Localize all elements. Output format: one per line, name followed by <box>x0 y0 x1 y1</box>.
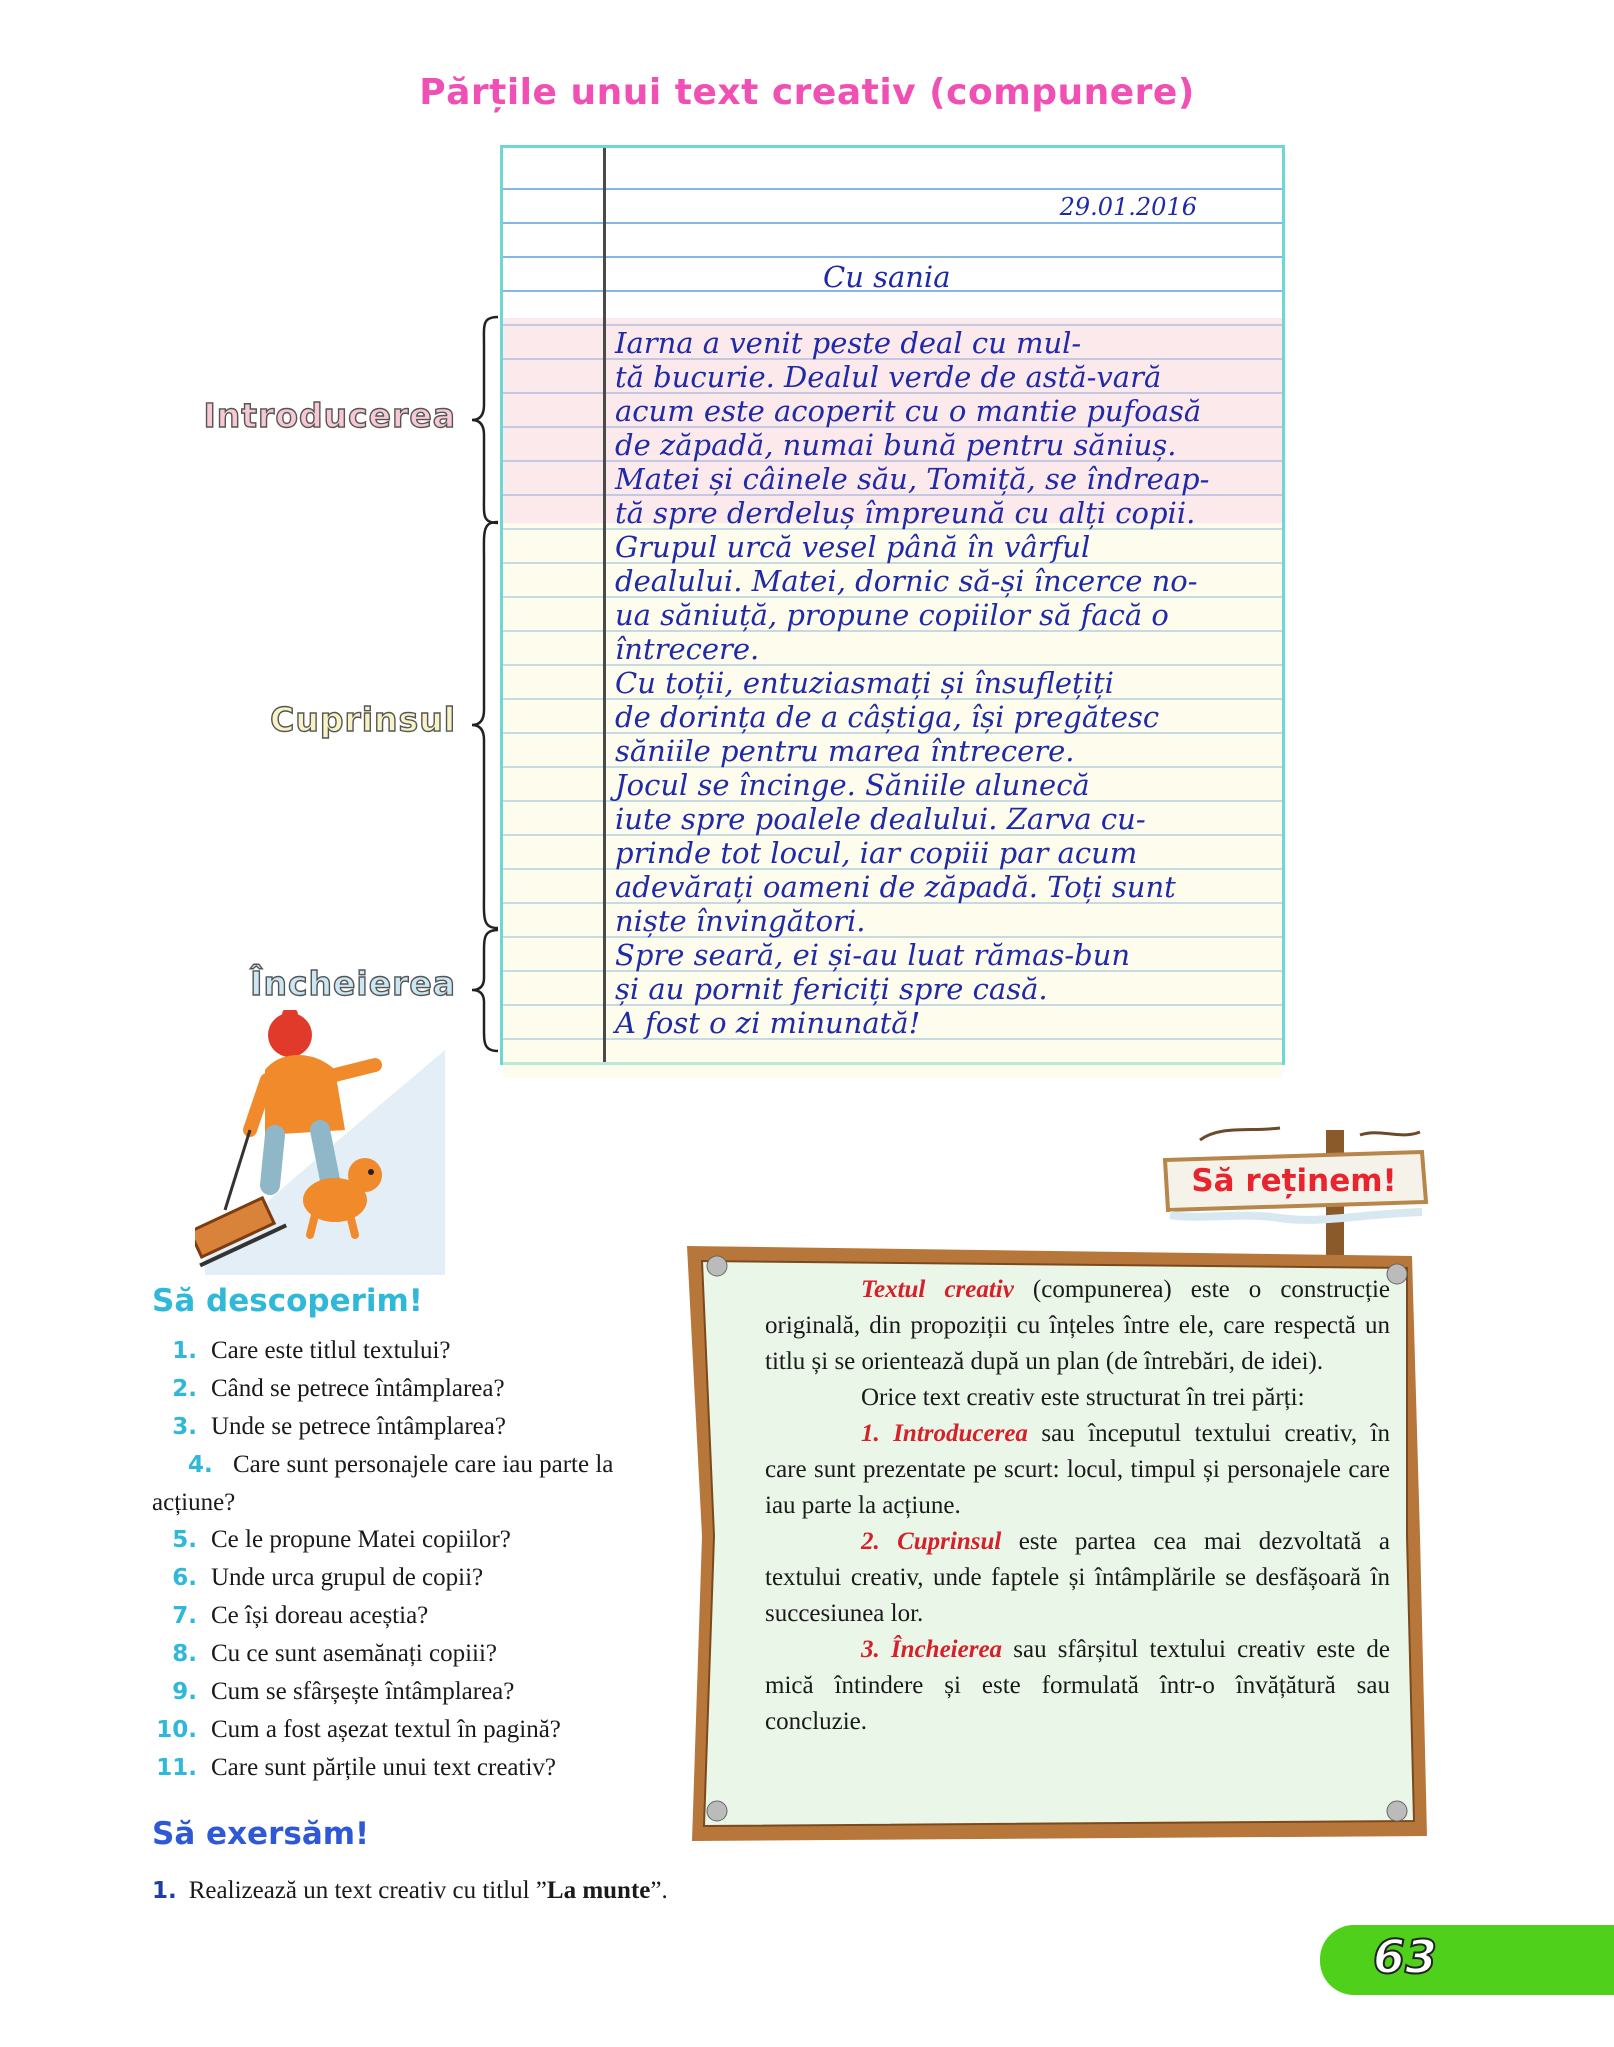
handwritten-line: Iarna a venit peste deal cu mul- <box>615 326 1082 360</box>
practice-heading: Să exersăm! <box>152 1816 370 1852</box>
question-item <box>152 1597 672 1635</box>
handwritten-title: Cu sania <box>823 260 951 294</box>
question-text: Care sunt părțile unui text creativ? <box>211 1754 557 1781</box>
term-body: 2. Cuprinsul <box>861 1528 1002 1555</box>
child-sled-dog-illustration <box>195 1010 445 1275</box>
exercise-text-end: ”. <box>650 1877 668 1904</box>
term-introduction: 1. Introducerea <box>861 1420 1028 1447</box>
handwritten-line: tă bucurie. Dealul verde de astă-vară <box>615 360 1162 394</box>
question-item <box>152 1370 672 1408</box>
remember-text <box>765 1272 1390 1740</box>
question-number: 1. <box>172 1338 197 1364</box>
question-number: 2. <box>172 1376 197 1402</box>
question-number: 9. <box>172 1679 197 1705</box>
handwritten-line: și au pornit fericiți spre casă. <box>615 972 1048 1006</box>
remember-paragraph-definition <box>765 1272 1390 1380</box>
introduction-brace <box>470 315 500 525</box>
handwritten-line: A fost o zi minunată! <box>615 1006 921 1040</box>
margin-line <box>603 148 606 1062</box>
exercise-number: 1. <box>152 1878 177 1904</box>
question-number: 10. <box>156 1717 197 1743</box>
introduction-text: sau începutul textului creativ, în care sunt prezentate pe scurt: locul, timpul și personajele care iau parte la acțiune. <box>765 1420 1391 1519</box>
question-number: 11. <box>156 1755 197 1781</box>
question-text: Cu ce sunt asemănați copiii? <box>211 1640 498 1667</box>
question-number: 7. <box>172 1603 197 1629</box>
question-item <box>152 1408 672 1446</box>
remember-paragraph-body <box>765 1524 1390 1632</box>
handwritten-line: Cu toții, entuziasmați și însuflețiți <box>615 666 1114 700</box>
discover-heading: Să descoperim! <box>152 1283 423 1319</box>
handwritten-line: adevărați oameni de zăpadă. Toți sunt <box>615 870 1176 904</box>
question-text: Ce le propune Matei copiilor? <box>211 1526 511 1553</box>
handwritten-line: dealului. Matei, dornic să-și încerce no- <box>615 564 1198 598</box>
question-text: Care sunt personajele care iau parte la acțiune? <box>152 1451 614 1516</box>
questions-list <box>152 1332 672 1787</box>
exercise-text-start: Realizează un text creativ cu titlul ” <box>188 1877 547 1904</box>
exercise-title: La munte <box>546 1877 651 1904</box>
handwritten-line: niște învingători. <box>615 904 866 938</box>
question-text: Unde urca grupul de copii? <box>211 1564 484 1591</box>
question-item <box>152 1711 672 1749</box>
handwritten-line: tă spre derdeluș împreună cu alți copii. <box>615 496 1196 530</box>
handwritten-line: ua săniuță, propune copiilor să facă o <box>615 598 1169 632</box>
label-incheierea: Încheierea <box>250 964 456 1003</box>
question-text: Ce își doreau aceștia? <box>211 1602 429 1629</box>
handwritten-line: Jocul se încinge. Săniile alunecă <box>615 768 1090 802</box>
handwritten-line: prinde tot locul, iar copiii par acum <box>615 836 1138 870</box>
handwritten-line: săniile pentru marea întrecere. <box>615 734 1075 768</box>
handwritten-line: acum este acoperit cu o mantie pufoasă <box>615 394 1202 428</box>
handwritten-date: 29.01.2016 <box>1059 193 1197 221</box>
question-number: 4. <box>188 1452 213 1478</box>
question-text: Cum se sfârșește întâmplarea? <box>211 1678 515 1705</box>
handwritten-line: întrecere. <box>615 632 760 666</box>
question-item <box>152 1635 672 1673</box>
question-number: 8. <box>172 1641 197 1667</box>
remember-paragraph-structure: Orice text creativ este structurat în trei părți: <box>861 1384 1305 1411</box>
body-brace <box>470 520 500 930</box>
question-text: Cum a fost așezat textul în pagină? <box>211 1716 561 1743</box>
term-ending: 3. Încheierea <box>861 1636 1003 1663</box>
label-introducerea: Introducerea <box>203 396 456 435</box>
question-item <box>152 1446 672 1521</box>
question-text: Care este titlul textului? <box>211 1337 451 1364</box>
question-item <box>152 1332 672 1370</box>
remember-sign-text: Să reținem! <box>1191 1163 1397 1199</box>
ending-text: sau sfârșitul textului creativ este de mică întindere și este formulată într-o învățătură sau concluzie. <box>765 1636 1390 1735</box>
remember-paragraph-introduction <box>765 1416 1390 1524</box>
definition-text: (compunerea) este o construcție originală, din propoziții cu înțeles între ele, care respectă un titlu și se orientează după un plan (de întrebări, de idei). <box>765 1276 1391 1375</box>
handwritten-text <box>615 326 1209 1040</box>
body-text: este partea cea mai dezvoltată a textului creativ, unde faptele și întâmplările se desfășoară în succesiunea lor. <box>765 1528 1390 1627</box>
question-item <box>152 1749 672 1787</box>
question-item <box>152 1521 672 1559</box>
question-number: 3. <box>172 1414 197 1440</box>
handwritten-line: Matei și câinele său, Tomiță, se îndreap- <box>615 462 1210 496</box>
question-item <box>152 1673 672 1711</box>
page-title: Părțile unui text creativ (compunere) <box>419 72 1195 113</box>
label-cuprinsul: Cuprinsul <box>270 700 456 739</box>
exercise-item <box>152 1877 668 1905</box>
handwritten-line: Grupul urcă vesel până în vârful <box>615 530 1091 564</box>
handwritten-line: Spre seară, ei și-au luat rămas-bun <box>615 938 1131 972</box>
notebook-page <box>500 145 1285 1065</box>
remember-paragraph-ending <box>765 1632 1390 1740</box>
handwritten-line: iute spre poalele dealului. Zarva cu- <box>615 802 1146 836</box>
ending-brace <box>470 928 500 1053</box>
question-number: 5. <box>172 1527 197 1553</box>
handwritten-line: de dorința de a câștiga, își pregătesc <box>615 700 1160 734</box>
question-number: 6. <box>172 1565 197 1591</box>
question-item <box>152 1559 672 1597</box>
question-text: Unde se petrece întâmplarea? <box>211 1413 506 1440</box>
handwritten-line: de zăpadă, numai bună pentru săniuș. <box>615 428 1177 462</box>
question-text: Când se petrece întâmplarea? <box>211 1375 505 1402</box>
page-number: 63 <box>1372 1930 1437 1984</box>
term-creative-text: Textul creativ <box>861 1276 1014 1303</box>
